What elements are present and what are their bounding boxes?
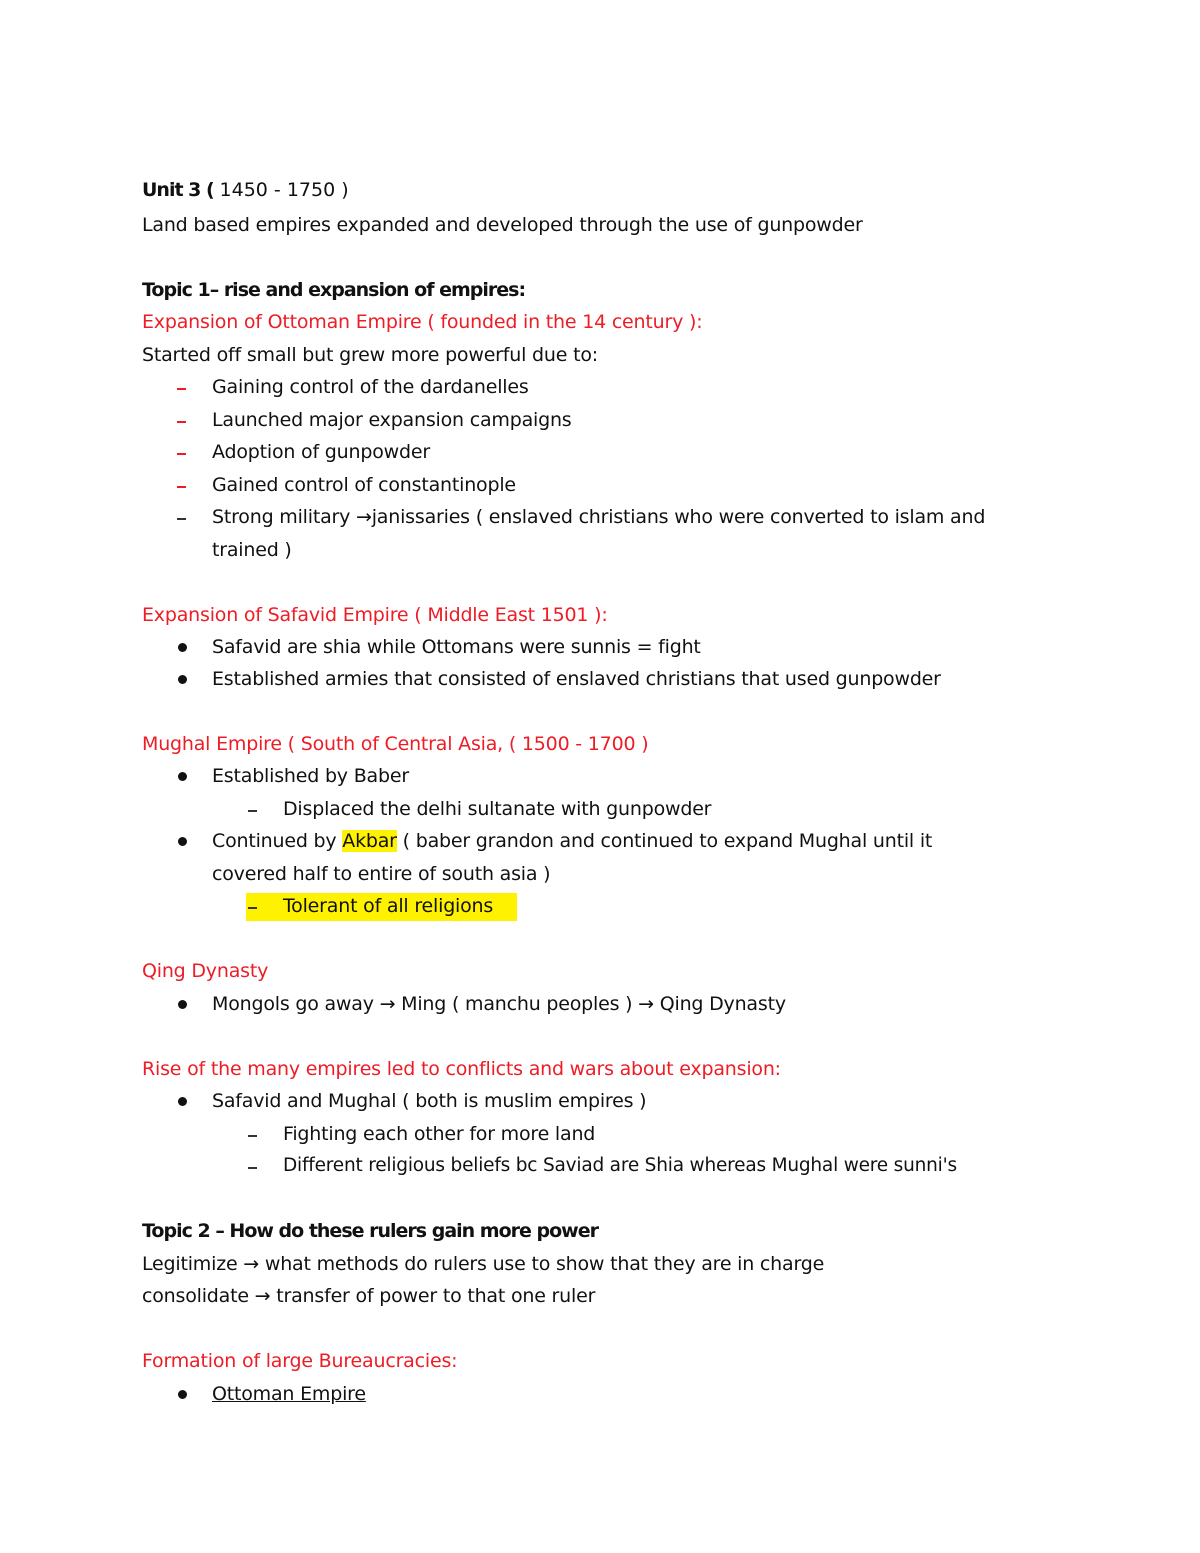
list-item: Strong military →janissaries ( enslaved christians who were converted to islam and [212, 506, 986, 528]
highlighted-text: Akbar [342, 830, 397, 852]
list-item: Mongols go away → Ming ( manchu peoples ) → Qing Dynasty [212, 993, 786, 1015]
bullet-marker [178, 772, 187, 781]
ottoman-intro: Started off small but grew more powerful due to: [142, 344, 598, 366]
dash-marker [177, 453, 186, 455]
list-item-text: ( baber grandon and continued to expand Mughal until it [396, 830, 933, 852]
sub-list-item: Fighting each other for more land [283, 1123, 596, 1145]
bullet-marker [178, 1390, 187, 1399]
topic1-heading: Topic 1– rise and expansion of empires: [142, 279, 526, 301]
list-item: Gaining control of the dardanelles [212, 376, 529, 398]
bullet-marker [178, 675, 187, 684]
conflicts-heading: Rise of the many empires led to conflicts and wars about expansion: [142, 1058, 781, 1080]
dash-marker [248, 1135, 257, 1137]
dash-marker [177, 518, 186, 520]
list-item: Ottoman Empire [212, 1383, 366, 1405]
bullet-marker [178, 643, 187, 652]
mughal-heading: Mughal Empire ( South of Central Asia, ( 1500 - 1700 ) [142, 733, 649, 755]
sub-list-item: Different religious beliefs bc Saviad are Shia whereas Mughal were sunni's [283, 1155, 957, 1176]
consolidate-text: consolidate → transfer of power to that one ruler [142, 1285, 596, 1307]
list-item: Safavid are shia while Ottomans were sunnis = fight [212, 636, 701, 658]
dash-marker [177, 486, 186, 488]
list-item: Established armies that consisted of enslaved christians that used gunpowder [212, 668, 941, 690]
list-item-continuation: covered half to entire of south asia ) [212, 863, 551, 885]
topic2-heading: Topic 2 – How do these rulers gain more power [142, 1220, 598, 1242]
dash-marker [248, 907, 257, 909]
dash-marker [177, 388, 186, 390]
sub-list-item: Tolerant of all religions [283, 895, 494, 917]
qing-heading: Qing Dynasty [142, 960, 269, 982]
list-item: Launched major expansion campaigns [212, 409, 572, 431]
page-title [142, 177, 349, 203]
list-item-continuation: trained ) [212, 539, 292, 561]
subtitle: Land based empires expanded and developed through the use of gunpowder [142, 214, 863, 236]
list-item: Gained control of constantinople [212, 474, 516, 496]
sub-list-item: Displaced the delhi sultanate with gunpowder [283, 798, 712, 820]
list-item [212, 828, 932, 854]
legitimize-text: Legitimize → what methods do rulers use to show that they are in charge [142, 1253, 825, 1275]
list-item-text: Continued by [212, 830, 343, 852]
dash-marker [177, 421, 186, 423]
dash-marker [248, 810, 257, 812]
dash-marker [248, 1167, 257, 1169]
ottoman-heading: Expansion of Ottoman Empire ( founded in the 14 century ): [142, 311, 703, 333]
title-unit: Unit 3 ( [142, 179, 214, 201]
title-years: 1450 - 1750 ) [219, 179, 349, 201]
list-item: Safavid and Mughal ( both is muslim empires ) [212, 1090, 647, 1112]
bullet-marker [178, 1097, 187, 1106]
list-item: Established by Baber [212, 765, 409, 787]
bureaucracies-heading: Formation of large Bureaucracies: [142, 1350, 458, 1372]
bullet-marker [178, 837, 187, 846]
bullet-marker [178, 1000, 187, 1009]
list-item: Adoption of gunpowder [212, 441, 430, 463]
safavid-heading: Expansion of Safavid Empire ( Middle East 1501 ): [142, 604, 608, 626]
